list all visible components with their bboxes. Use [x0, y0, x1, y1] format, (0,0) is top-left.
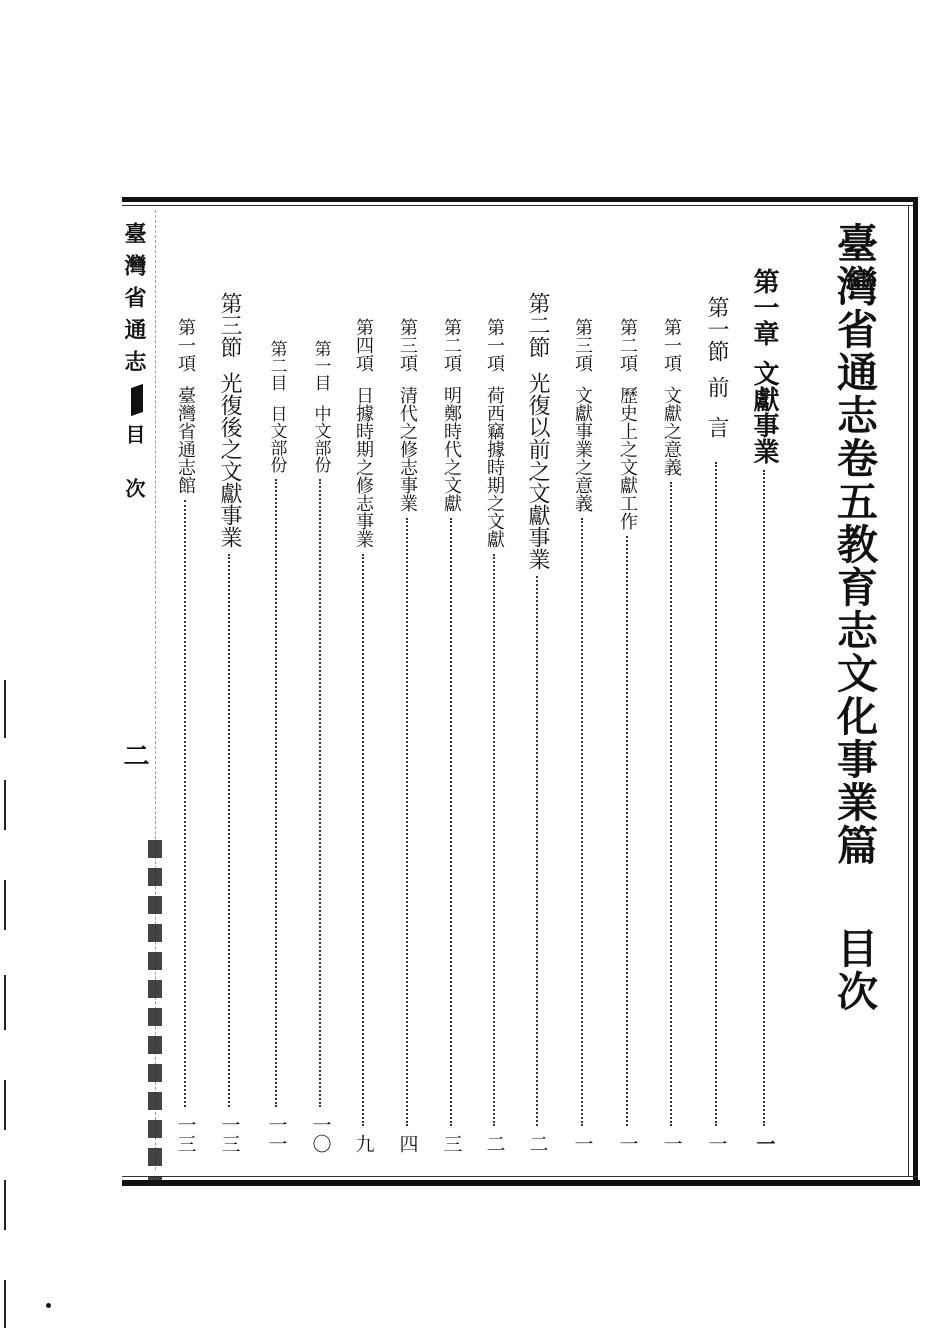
- toc-entry: [214, 292, 244, 1153]
- toc-entry: [522, 292, 552, 1153]
- header-book-title: 臺灣省通志: [121, 222, 147, 382]
- toc-entry-page: 一三: [174, 1115, 197, 1153]
- dotted-leader: [450, 518, 452, 1126]
- toc-entry-label: 第一項: [484, 318, 505, 372]
- scan-mark: [4, 975, 6, 1030]
- toc-entry: [612, 318, 642, 1153]
- toc-entry-label: 第二目: [266, 340, 287, 391]
- toc-entry-page: 四: [396, 1134, 419, 1153]
- toc-entry-text: 文獻事業: [749, 360, 779, 464]
- toc-entry-label: 第三節: [217, 292, 242, 358]
- dotted-leader: [319, 479, 321, 1107]
- dotted-leader: [536, 576, 538, 1126]
- toc-entry-page: 一: [660, 1134, 683, 1153]
- dotted-leader: [493, 554, 495, 1126]
- toc-entry-label: 第一項: [661, 318, 682, 372]
- dotted-leader: [362, 554, 364, 1126]
- toc-entry: [305, 340, 335, 1153]
- frame-right-rule: [913, 197, 918, 1186]
- dotted-leader: [184, 500, 186, 1107]
- dotted-leader: [581, 518, 583, 1126]
- frame-bottom-rule: [122, 1180, 920, 1186]
- toc-entry-page: 一: [705, 1134, 728, 1153]
- toc-entry-page: 二: [483, 1134, 506, 1153]
- toc-entry-label: 第一節: [704, 296, 729, 362]
- toc-entry: [392, 318, 422, 1153]
- scan-mark: [4, 1080, 6, 1130]
- toc-entry-page: 二: [526, 1134, 549, 1153]
- frame-bottom-thin-rule: [122, 1176, 918, 1177]
- scan-mark: [4, 880, 6, 930]
- toc-entry-label: 第一項: [175, 318, 196, 372]
- bleed-through-marks: [148, 840, 162, 1180]
- toc-entry-page: 一: [616, 1134, 639, 1153]
- dotted-leader: [275, 479, 277, 1107]
- toc-entry-text: 光復以前之文獻事業: [525, 372, 550, 570]
- toc-entry-page: 一: [571, 1134, 594, 1153]
- toc-entry-text: 中文部份: [310, 405, 331, 473]
- toc-entry-text: 前言: [704, 376, 729, 456]
- page-title: [826, 222, 878, 1013]
- title-suffix: 目次: [830, 927, 878, 1013]
- toc-entry: [436, 318, 466, 1153]
- scan-mark: [4, 780, 6, 830]
- toc-entry-label: 第一目: [310, 340, 331, 391]
- header-section: 目次: [122, 424, 146, 532]
- frame-top-rule: [122, 197, 918, 202]
- toc-entry-text: 文獻之意義: [661, 386, 682, 476]
- toc-entry-label: 第四項: [353, 318, 374, 372]
- toc-entry: [170, 318, 200, 1153]
- toc-entry: [567, 318, 597, 1153]
- toc-entry-text: 明鄭時代之文獻: [441, 386, 462, 512]
- toc-entry-label: 第二項: [617, 318, 638, 372]
- scan-mark: [4, 1280, 6, 1328]
- scan-dot: [46, 1303, 51, 1308]
- dotted-leader: [228, 554, 230, 1107]
- toc-entry-page: 三: [440, 1134, 463, 1153]
- toc-entry-text: 荷西竊據時期之文獻: [484, 386, 505, 548]
- toc-entry-text: 清代之修志事業: [397, 386, 418, 512]
- toc-entry-label: 第二節: [525, 292, 550, 358]
- toc-entry-page: 一〇: [309, 1115, 332, 1153]
- toc-entry-page: 九: [352, 1134, 375, 1153]
- dotted-leader: [670, 482, 672, 1126]
- toc-entry-page: 一: [753, 1134, 776, 1153]
- toc-entry-page: 一一: [265, 1115, 288, 1153]
- title-main: 臺灣省通志卷五教育志文化事業篇: [830, 222, 878, 867]
- dotted-leader: [715, 462, 717, 1126]
- toc-entry: [348, 318, 378, 1153]
- toc-entry-label: 第三項: [397, 318, 418, 372]
- header-block-mark: [131, 384, 143, 416]
- toc-entry-text: 文獻事業之意義: [572, 386, 593, 512]
- dotted-leader: [763, 470, 765, 1126]
- frame-right-thin-rule: [908, 205, 909, 1177]
- toc-entry-text: 歷史上之文獻工作: [617, 386, 638, 530]
- page-number: 二: [119, 742, 149, 768]
- toc-entry-page: 一三: [218, 1115, 241, 1153]
- toc-entry: [749, 268, 779, 1153]
- dotted-leader: [406, 518, 408, 1126]
- scan-mark: [4, 1180, 6, 1230]
- toc-entry: [261, 340, 291, 1153]
- toc-entry-text: 日據時期之修志事業: [353, 386, 374, 548]
- toc-entry: [701, 296, 731, 1153]
- toc-entry-label: 第一章: [749, 268, 779, 346]
- toc-entry-label: 第二項: [441, 318, 462, 372]
- toc-entry: [656, 318, 686, 1153]
- dotted-leader: [626, 536, 628, 1126]
- running-header: [118, 222, 150, 768]
- toc-entry: [479, 318, 509, 1153]
- toc-entry-text: 光復後之文獻事業: [217, 372, 242, 548]
- toc-entry-text: 日文部份: [266, 405, 287, 473]
- toc-entry-text: 臺灣省通志館: [175, 386, 196, 494]
- toc-entry-label: 第三項: [572, 318, 593, 372]
- frame-top-thin-rule: [122, 205, 918, 206]
- scan-mark: [4, 680, 6, 738]
